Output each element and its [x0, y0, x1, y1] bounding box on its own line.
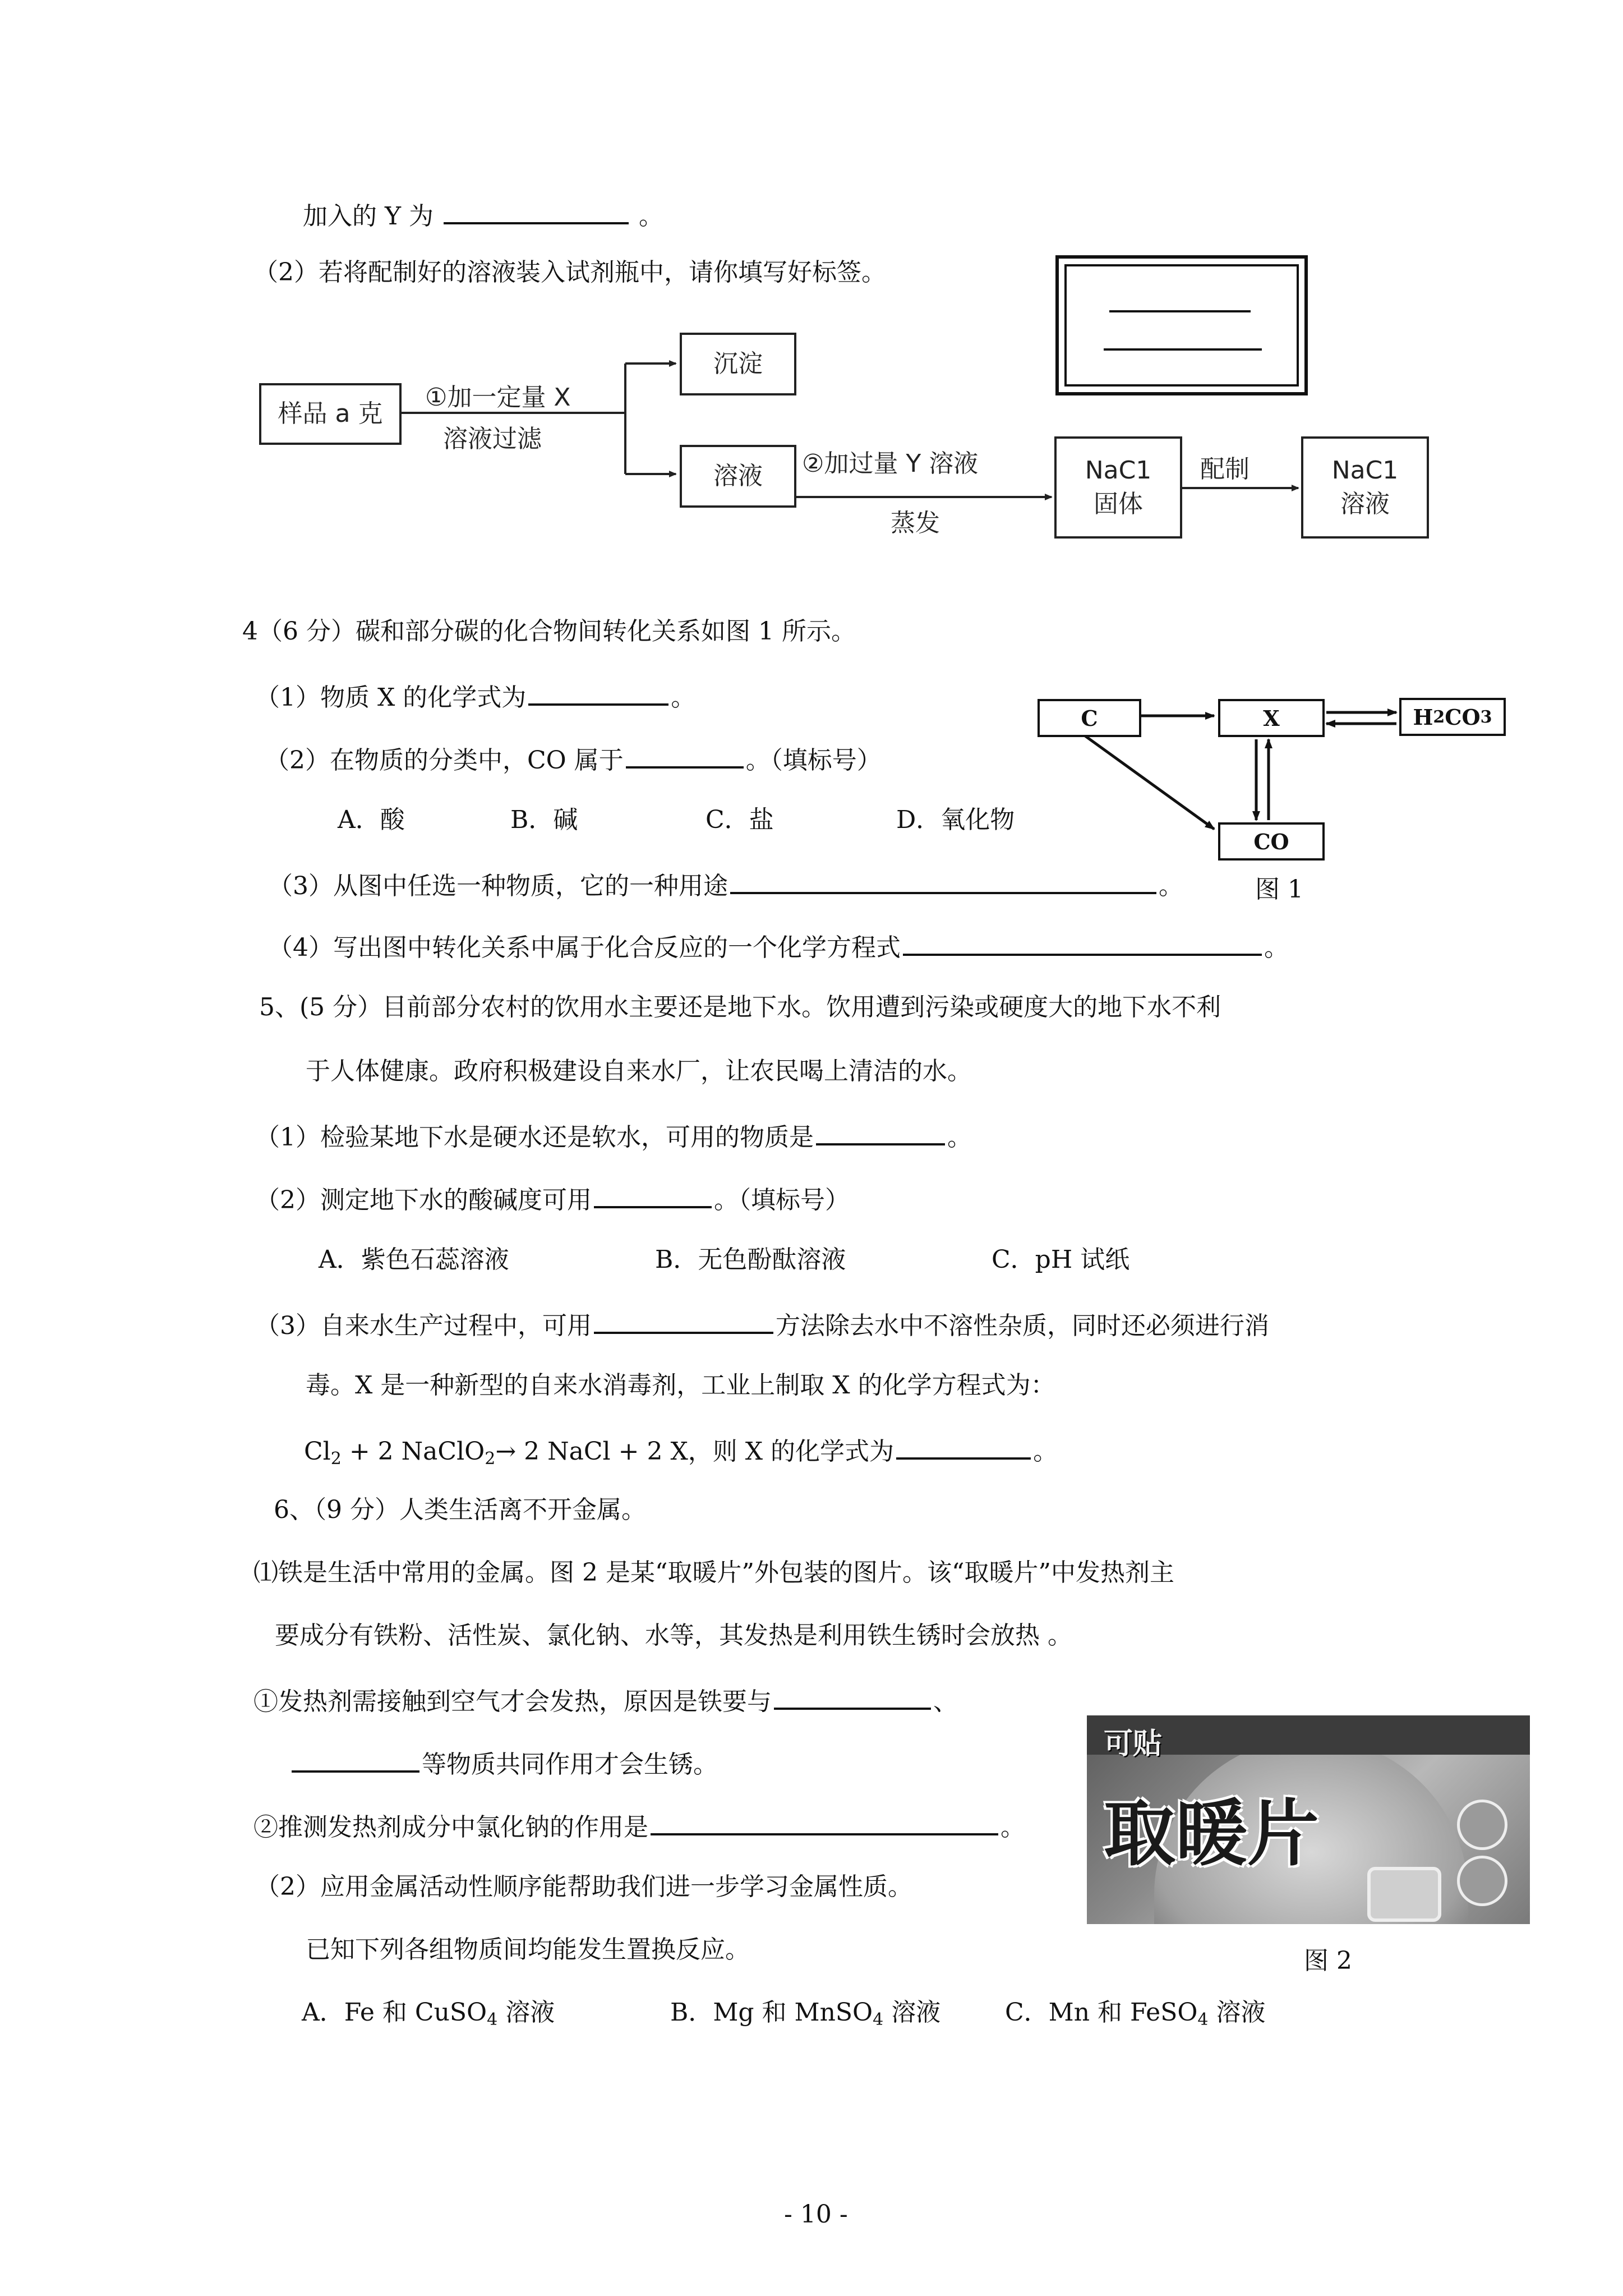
flow-nacl-solid-line2: 固体 — [1094, 490, 1143, 518]
q6-opt-a-text: A．Fe 和 CuSO — [302, 1998, 487, 2027]
flow-prepare-label: 配制 — [1200, 455, 1249, 484]
photo-circle-2 — [1457, 1856, 1507, 1906]
q6-opt-b-suffix: 溶液 — [883, 1998, 941, 2027]
q4-opt-c: C．盐 — [706, 806, 774, 834]
q6-opt-a-sub: 4 — [487, 2010, 498, 2030]
q6-sub1-blank2[interactable] — [292, 1746, 419, 1773]
q4-p4-suffix: 。 — [1264, 933, 1289, 962]
q4-p4-prefix: （4）写出图中转化关系中属于化合反应的一个化学方程式 — [268, 933, 901, 962]
flow-step1-bottom: 溶液过滤 — [443, 425, 542, 453]
diagram-co-box — [1218, 822, 1325, 861]
q5-opt-a: A．紫色石蕊溶液 — [319, 1245, 509, 1274]
q4-p2 — [265, 742, 882, 776]
q6-sub1-line2 — [289, 1746, 718, 1780]
q6-sub2-suffix: 。 — [1000, 1813, 1025, 1842]
flow-step1-top: ①加一定量 X — [425, 383, 571, 412]
q6-sub1-blank1[interactable] — [774, 1683, 931, 1710]
q6-sub2-blank[interactable] — [651, 1809, 998, 1835]
q5-title-line2: 于人体健康。政府积极建设自来水厂，让农民喝上清洁的水。 — [306, 1057, 972, 1085]
q5-eq-cl: Cl — [304, 1437, 331, 1466]
q4-p2-suffix: 。（填标号） — [745, 746, 882, 775]
q4-opt-a: A．酸 — [338, 806, 405, 834]
q5-eq-cl-sub: 2 — [330, 1449, 342, 1469]
q5-opt-b: B．无色酚酞溶液 — [655, 1245, 846, 1274]
diagram-h2co3-sub1: 2 — [1433, 707, 1445, 727]
q5-opt-c: C．pH 试纸 — [992, 1245, 1130, 1274]
flow-step2-bottom: 蒸发 — [891, 509, 940, 537]
q6-opt-c — [1005, 1997, 1266, 2036]
flow-solution-box — [680, 445, 796, 508]
photo-small-title: 可贴 — [1104, 1727, 1163, 1761]
q4-opt-b: B．碱 — [510, 806, 578, 834]
q4-p1 — [255, 679, 695, 714]
q5-eq-blank[interactable] — [896, 1433, 1031, 1460]
q5-p1-blank[interactable] — [816, 1119, 945, 1145]
q6-p1-line2: 要成分有铁粉、活性炭、氯化钠、水等，其发热是利用铁生锈时会放热 。 — [275, 1621, 1072, 1650]
q4-fig1-caption: 图 1 — [1255, 875, 1303, 904]
q5-p3-prefix: （3）自来水生产过程中，可用 — [255, 1312, 592, 1340]
flow-sample-label: 样品 a 克 — [278, 399, 383, 428]
q6-fig2-caption: 图 2 — [1304, 1947, 1352, 1975]
q6-sub1-line2-text: 等物质共同作用才会生锈。 — [422, 1750, 718, 1779]
q5-p3-blank[interactable] — [594, 1307, 773, 1334]
q6-opt-c-text: C．Mn 和 FeSO — [1005, 1998, 1198, 2027]
q5-p1-prefix: （1）检验某地下水是硬水还是软水，可用的物质是 — [255, 1123, 814, 1152]
diagram-h2co3-sub2: 3 — [1480, 707, 1492, 727]
q6-p2: （2）应用金属活动性顺序能帮助我们进一步学习金属性质。 — [255, 1872, 912, 1901]
q4-p2-blank[interactable] — [626, 742, 744, 769]
q5-p2-blank[interactable] — [594, 1181, 712, 1208]
q4-opt-d: D．氧化物 — [896, 806, 1015, 834]
flow-solution-label: 溶液 — [713, 462, 763, 490]
flow-nacl-solid-box — [1054, 436, 1182, 539]
q5-eq-suffix: 。 — [1033, 1437, 1058, 1466]
photo-pad-shape — [1367, 1867, 1441, 1922]
q5-eq-naclo2: + 2 NaClO — [341, 1437, 485, 1466]
q4-p1-suffix: 。 — [671, 683, 696, 712]
q4-p4-blank[interactable] — [903, 929, 1262, 956]
q4-p3-prefix: （3）从图中任选一种物质，它的一种用途 — [268, 872, 728, 900]
diagram-c-box — [1038, 699, 1141, 737]
q5-eq-products: → 2 NaCl + 2 X，则 X 的化学式为 — [495, 1437, 895, 1466]
flow-precipitate-label: 沉淀 — [713, 349, 763, 378]
q4-p3-blank[interactable] — [730, 867, 1156, 894]
q5-equation — [304, 1433, 1058, 1475]
q6-opt-b-sub: 4 — [873, 2010, 884, 2030]
q4-p1-blank[interactable] — [528, 679, 668, 706]
diagram-h2co3-box — [1399, 698, 1506, 736]
q5-p1 — [255, 1119, 972, 1153]
q6-p1-line1: ⑴铁是生活中常用的金属。图 2 是某“取暖片”外包装的图片。该“取暖片”中发热剂主 — [253, 1558, 1174, 1587]
q6-opt-c-sub: 4 — [1197, 2010, 1209, 2030]
q5-p3-suffix: 方法除去水中不溶性杂质，同时还必须进行消 — [776, 1312, 1269, 1340]
q6-title: 6、（9 分）人类生活离不开金属。 — [274, 1496, 646, 1524]
q6-sub2 — [253, 1809, 1025, 1843]
q5-p2-prefix: （2）测定地下水的酸碱度可用 — [255, 1186, 592, 1214]
diagram-h2co3-h: H — [1413, 704, 1433, 730]
diagram-co-label: CO — [1253, 829, 1289, 854]
q5-p2 — [255, 1181, 850, 1216]
q6-sub2-prefix: ②推测发热剂成分中氯化钠的作用是 — [253, 1813, 648, 1842]
q4-p2-prefix: （2）在物质的分类中，CO 属于 — [265, 746, 624, 775]
flow-nacl-solution-box — [1301, 436, 1429, 539]
q6-opt-a-suffix: 溶液 — [497, 1998, 555, 2027]
diagram-x-label: X — [1263, 705, 1280, 731]
q3-part2: （2）若将配制好的溶液装入试剂瓶中，请你填写好标签。 — [253, 258, 886, 287]
q6-sub1-prefix: ①发热剂需接触到空气才会发热，原因是铁要与 — [253, 1687, 772, 1716]
diagram-x-box — [1218, 699, 1325, 737]
q5-p1-suffix: 。 — [947, 1123, 972, 1152]
diagram-c-label: C — [1081, 705, 1098, 731]
flow-nacl-solution-line1: NaC1 — [1331, 456, 1399, 485]
flow-nacl-solid-line1: NaC1 — [1085, 456, 1152, 485]
q4-p4 — [268, 929, 1289, 964]
q6-p2-line2: 已知下列各组物质间均能发生置换反应。 — [306, 1935, 750, 1964]
q4-p3-suffix: 。 — [1159, 872, 1183, 900]
q6-opt-a — [302, 1997, 555, 2036]
diagram-h2co3-co: CO — [1445, 704, 1481, 730]
q6-opt-c-suffix: 溶液 — [1208, 1998, 1266, 2027]
q5-p3 — [255, 1307, 1269, 1342]
q5-title-line1: 5、(5 分）目前部分农村的饮用水主要还是地下水。饮用遭到污染或硬度大的地下水不利 — [259, 993, 1221, 1022]
flow-precipitate-box — [680, 333, 796, 395]
q6-sub1-suffix: 、 — [933, 1687, 958, 1716]
q3-y-prefix: 加入的 Y 为 — [303, 202, 434, 231]
flow-step2-top: ②加过量 Y 溶液 — [802, 449, 979, 478]
q6-opt-b — [670, 1997, 940, 2036]
photo-big-title: 取暖片 — [1104, 1792, 1320, 1876]
q4-title: 4（6 分）碳和部分碳的化合物间转化关系如图 1 所示。 — [242, 617, 856, 646]
q3-y-suffix: 。 — [639, 202, 664, 231]
flow-nacl-solution-line2: 溶液 — [1340, 490, 1390, 518]
photo-circle-1 — [1457, 1800, 1507, 1850]
q5-p3-line2: 毒。X 是一种新型的自来水消毒剂，工业上制取 X 的化学方程式为： — [306, 1371, 1055, 1400]
flow-sample-box — [259, 383, 402, 445]
hand-warmer-photo — [1087, 1715, 1530, 1924]
q5-eq-naclo2-sub: 2 — [485, 1449, 496, 1469]
q6-sub1 — [253, 1683, 958, 1718]
page-number: - 10 - — [784, 2200, 848, 2229]
q6-opt-b-text: B．Mg 和 MnSO — [670, 1998, 873, 2027]
q5-p2-suffix: 。（填标号） — [714, 1186, 850, 1214]
q4-p3 — [268, 867, 1183, 902]
q4-p1-prefix: （1）物质 X 的化学式为 — [255, 683, 527, 712]
